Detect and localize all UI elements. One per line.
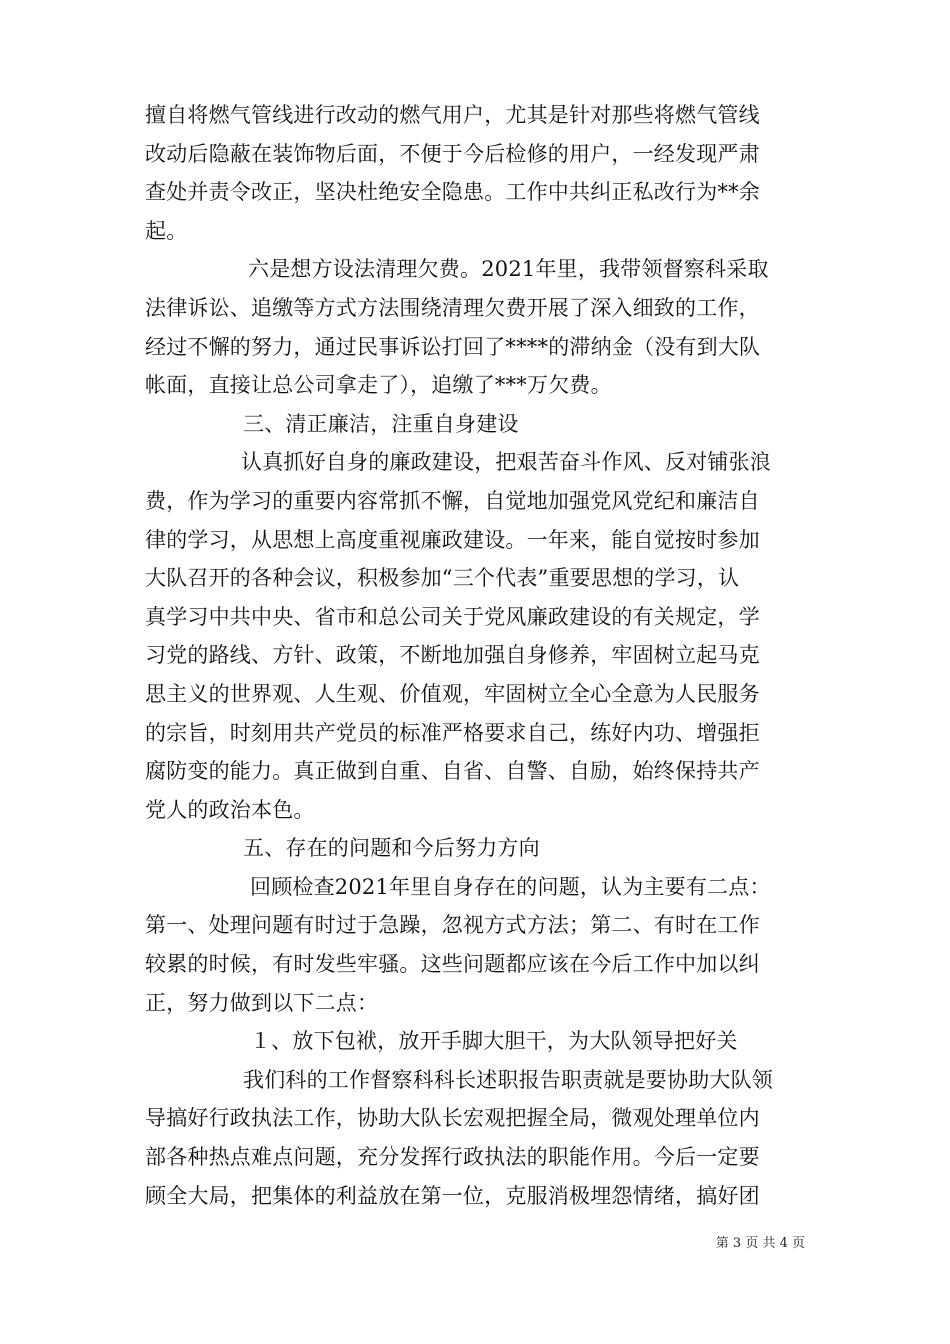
text-line: 帐面，直接让总公司拿走了），追缴了***万欠费。 [145,373,612,398]
text-line: 擅自将燃气管线进行改动的燃气用户，尤其是针对那些将燃气管线 [145,103,760,127]
text-line: 较累的时候，有时发些牢骚。这些问题都应该在今后工作中加以纠 [145,952,760,977]
text-line: 顾全大局，把集体的利益放在第一位，克服消极埋怨情绪，搞好团 [145,1183,760,1208]
text-line: 习党的路线、方针、政策，不断地加强自身修养，牢固树立起马克 [145,643,760,668]
text-line: 律的学习，从思想上高度重视廉政建设。一年来，能自觉按时参加 [145,527,760,552]
paragraph-start-line: 六是想方设法清理欠费。2021年里，我带领督察科采取 [248,257,769,282]
text-line: 查处并责令改正，坚决杜绝安全隐患。工作中共纠正私改行为**余 [145,180,760,205]
body-text [145,96,805,1215]
page-number: 第 3 页 共 4 页 [715,1236,805,1251]
subsection-heading: １、放下包袱，放开手脚大胆干，为大队领导把好关 [250,1029,738,1054]
text-line: 经过不懈的努力，通过民事诉讼打回了****的滞纳金（没有到大队 [145,334,761,359]
text-line: 正，努力做到以下二点： [145,990,379,1015]
paragraph-start-line: 我们科的工作督察科科长述职报告职责就是要协助大队领 [243,1067,773,1092]
text-line: 导搞好行政执法工作，协助大队长宏观把握全局，微观处理单位内 [145,1106,760,1131]
text-line: 第一、处理问题有时过于急躁，忽视方式方法；第二、有时在工作 [145,913,760,938]
paragraph-start-line: 回顾检查2021年里自身存在的问题，认为主要有二点： [250,874,771,899]
section-heading: 五、存在的问题和今后努力方向 [243,836,540,861]
text-line: 起。 [145,218,188,243]
text-line: 腐防变的能力。真正做到自重、自省、自警、自励，始终保持共产 [145,759,760,784]
text-line: 思主义的世界观、人生观、价值观，牢固树立全心全意为人民服务 [145,681,760,706]
text-line: 真学习中共中央、省市和总公司关于党风廉政建设的有关规定，学 [145,604,760,629]
text-line: 费，作为学习的重要内容常抓不懈，自觉地加强党风党纪和廉洁自 [145,488,760,513]
text-line: 部各种热点难点问题，充分发挥行政执法的职能作用。今后一定要 [145,1145,760,1170]
text-line: 改动后隐蔽在装饰物后面，不便于今后检修的用户，一经发现严肃 [145,141,760,166]
text-line: 的宗旨，时刻用共产党员的标准严格要求自己，练好内功、增强拒 [145,720,760,745]
section-heading: 三、清正廉洁，注重自身建设 [243,411,519,436]
text-line: 党人的政治本色。 [145,797,315,822]
text-line: 法律诉讼、追缴等方式方法围绕清理欠费开展了深入细致的工作， [145,295,760,320]
paragraph-start-line: 认真抓好自身的廉政建设，把艰苦奋斗作风、反对铺张浪 [241,450,771,475]
text-line: 大队召开的各种会议，积极参加“三个代表”重要思想的学习，认 [145,566,740,591]
